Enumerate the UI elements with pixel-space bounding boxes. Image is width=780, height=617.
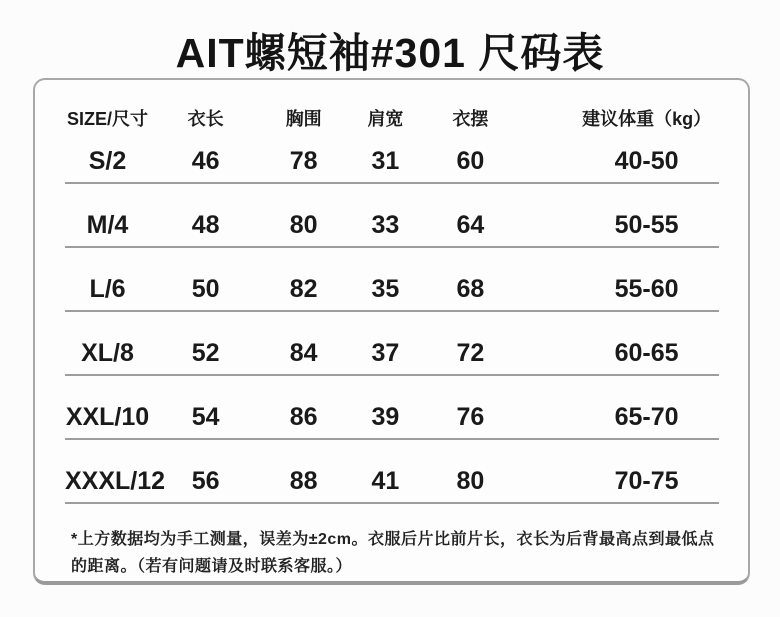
bust-cell: 86 bbox=[289, 403, 318, 431]
table-row bbox=[65, 376, 719, 440]
size-cell: XXXL/12 bbox=[65, 467, 166, 495]
shoulder-cell: 37 bbox=[371, 339, 400, 367]
column-header-weight: 建议体重（kg） bbox=[582, 109, 712, 129]
footnote-line-2: 的距离。（若有问题请及时联系客服。） bbox=[71, 558, 353, 575]
hem-cell: 64 bbox=[456, 211, 485, 239]
column-header-bust: 胸围 bbox=[285, 109, 322, 129]
shoulder-cell: 33 bbox=[371, 211, 400, 239]
length-cell: 48 bbox=[191, 211, 220, 239]
bust-cell: 84 bbox=[289, 339, 318, 367]
hem-cell: 80 bbox=[456, 467, 485, 495]
bust-cell: 88 bbox=[289, 467, 318, 495]
size-cell: XL/8 bbox=[81, 339, 134, 367]
length-cell: 50 bbox=[191, 275, 220, 303]
bust-cell: 80 bbox=[289, 211, 318, 239]
column-header-shoulder: 肩宽 bbox=[367, 109, 404, 129]
page-title: AIT螺短袖#301 尺码表 bbox=[175, 30, 605, 76]
table-row bbox=[65, 140, 719, 184]
hem-cell: 76 bbox=[456, 403, 485, 431]
size-cell: XXL/10 bbox=[65, 403, 150, 431]
footnote-line-1: *上方数据均为手工测量，误差为±2cm。衣服后片比前片长，衣长为后背最高点到最低点 bbox=[71, 531, 715, 548]
shoulder-cell: 39 bbox=[371, 403, 400, 431]
column-header-hem: 衣摆 bbox=[452, 109, 489, 129]
table-row bbox=[65, 440, 719, 504]
table-header-row bbox=[65, 80, 719, 140]
table-row bbox=[65, 312, 719, 376]
size-cell: M/4 bbox=[86, 211, 129, 239]
bust-cell: 82 bbox=[289, 275, 318, 303]
weight-cell: 60-65 bbox=[614, 339, 679, 367]
length-cell: 46 bbox=[191, 147, 220, 175]
hem-cell: 72 bbox=[456, 339, 485, 367]
size-cell: S/2 bbox=[88, 147, 127, 175]
size-chart-panel bbox=[33, 78, 750, 585]
size-cell: L/6 bbox=[89, 275, 126, 303]
measurement-footnote bbox=[71, 526, 721, 580]
length-cell: 54 bbox=[191, 403, 220, 431]
hem-cell: 60 bbox=[456, 147, 485, 175]
length-cell: 56 bbox=[191, 467, 220, 495]
hem-cell: 68 bbox=[456, 275, 485, 303]
weight-cell: 55-60 bbox=[614, 275, 679, 303]
shoulder-cell: 31 bbox=[371, 147, 400, 175]
table-row bbox=[65, 184, 719, 248]
weight-cell: 65-70 bbox=[614, 403, 679, 431]
table-row bbox=[65, 248, 719, 312]
column-header-size: SIZE/尺寸 bbox=[67, 109, 149, 129]
weight-cell: 50-55 bbox=[614, 211, 679, 239]
shoulder-cell: 41 bbox=[371, 467, 400, 495]
column-header-length: 衣长 bbox=[187, 109, 224, 129]
size-chart-table bbox=[65, 80, 719, 504]
shoulder-cell: 35 bbox=[371, 275, 400, 303]
weight-cell: 70-75 bbox=[614, 467, 679, 495]
length-cell: 52 bbox=[191, 339, 220, 367]
bust-cell: 78 bbox=[289, 147, 318, 175]
weight-cell: 40-50 bbox=[614, 147, 679, 175]
